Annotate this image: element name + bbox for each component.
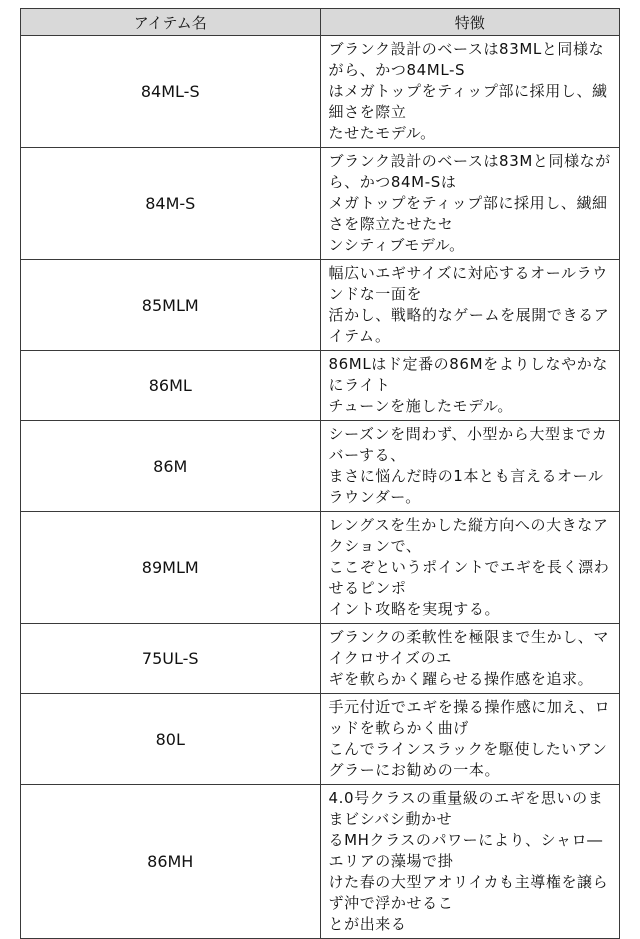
feature-line: チューンを施したモデル。 xyxy=(328,397,514,415)
feature-line: たせたモデル。 xyxy=(328,124,436,142)
feature-line: とが出来る xyxy=(328,915,407,933)
table-row xyxy=(21,785,620,939)
feature-cell xyxy=(320,421,620,512)
feature-cell xyxy=(320,36,620,148)
item-name-header: アイテム名 xyxy=(21,9,321,36)
table-row xyxy=(21,512,620,624)
rod-spec-table xyxy=(20,8,620,939)
feature-line: こんでラインスラックを駆使したいアングラーにお勧めの一本。 xyxy=(328,740,608,779)
item-name-cell: 89MLM xyxy=(21,512,321,624)
feature-line: はメガトップをティップ部に採用し、繊細さを際立 xyxy=(328,82,608,121)
feature-line: ここぞというポイントでエギを長く漂わせるピンポ xyxy=(328,558,610,597)
feature-line: シーズンを問わず、小型から大型までカバーする、 xyxy=(328,425,608,464)
table-row xyxy=(21,148,620,260)
table-row xyxy=(21,36,620,148)
item-name-cell: 75UL-S xyxy=(21,624,321,694)
feature-cell xyxy=(320,694,620,785)
feature-line: メガトップをティップ部に採用し、繊細さを際立たせたセ xyxy=(328,194,608,233)
header-row xyxy=(21,9,620,36)
feature-line: 4.0号クラスの重量級のエギを思いのままビシバシ動かせ xyxy=(328,789,604,828)
feature-cell xyxy=(320,260,620,351)
feature-cell xyxy=(320,512,620,624)
item-name-cell: 84M-S xyxy=(21,148,321,260)
feature-cell xyxy=(320,624,620,694)
item-name-cell: 84ML-S xyxy=(21,36,321,148)
item-name-cell: 86MH xyxy=(21,785,321,939)
feature-line: ブランクの柔軟性を極限まで生かし、マイクロサイズのエ xyxy=(328,628,610,667)
feature-line: るMHクラスのパワーにより、シャロ―エリアの藻場で掛 xyxy=(328,831,603,870)
feature-line: 幅広いエギサイズに対応するオールラウンドな一面を xyxy=(328,264,608,303)
feature-cell xyxy=(320,351,620,421)
item-name-cell: 85MLM xyxy=(21,260,321,351)
table-row xyxy=(21,624,620,694)
feature-line: まさに悩んだ時の1本とも言えるオールラウンダー。 xyxy=(328,467,604,506)
item-name-cell: 80L xyxy=(21,694,321,785)
feature-line: 86MLはド定番の86Mをよりしなやかなにライト xyxy=(328,355,608,394)
table-row xyxy=(21,260,620,351)
feature-line: ブランク設計のベースは83MLと同様ながら、かつ84ML-S xyxy=(328,40,605,79)
feature-line: 手元付近でエギを操る操作感に加え、ロッドを軟らかく曲げ xyxy=(328,698,611,737)
feature-line: ンシティブモデル。 xyxy=(328,236,465,254)
table-row xyxy=(21,351,620,421)
feature-cell xyxy=(320,148,620,260)
feature-line: レングスを生かした縦方向への大きなアクションで、 xyxy=(328,516,609,555)
feature-line: けた春の大型アオリイカも主導権を譲らず沖で浮かせるこ xyxy=(328,873,609,912)
table-row xyxy=(21,421,620,512)
table-row xyxy=(21,694,620,785)
feature-line: ギを軟らかく躍らせる操作感を追求。 xyxy=(328,670,594,688)
feature-cell xyxy=(320,785,620,939)
feature-line: イント攻略を実現する。 xyxy=(328,600,501,618)
feature-header: 特徴 xyxy=(320,9,620,36)
feature-line: 活かし、戦略的なゲームを展開できるアイテム。 xyxy=(328,306,610,345)
item-name-cell: 86ML xyxy=(21,351,321,421)
feature-line: ブランク設計のベースは83Mと同様ながら、かつ84M-Sは xyxy=(328,152,611,191)
item-name-cell: 86M xyxy=(21,421,321,512)
